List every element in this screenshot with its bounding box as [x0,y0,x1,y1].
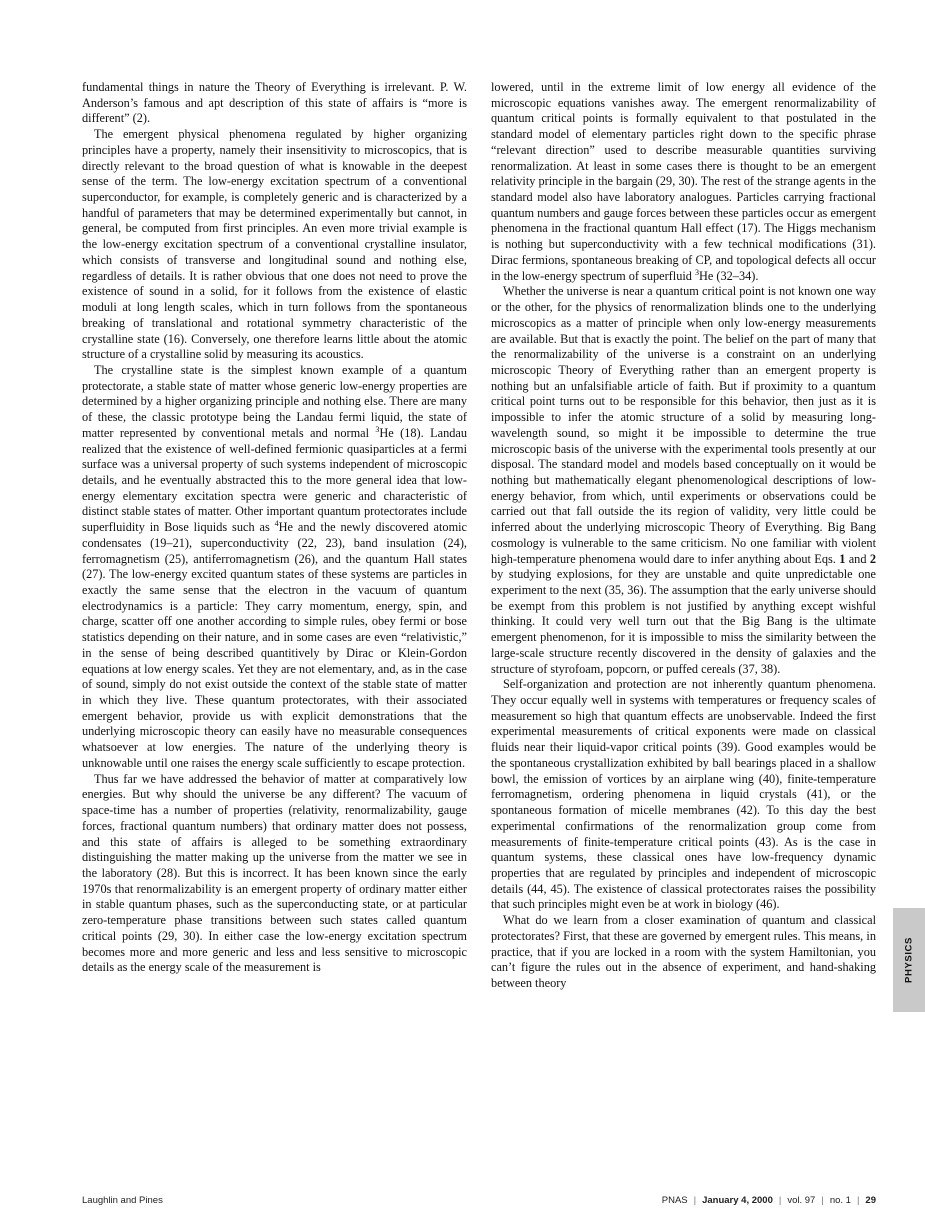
text-run: The crystalline state is the simplest known example of a quantum protectorate, a stable state of matter whose generic low-energy properties are determined by a higher organizing principle and nothing else. There are many of these, the classic prototype being the Landau fermi liquid, the state of matter represented by conventional metals and normal [82,362,467,440]
footer-date: January 4, 2000 [702,1195,773,1206]
paragraph [491,913,876,992]
text-run: He and the newly discovered atomic condensates (19–21), superconductivity (22, 23), band insulation (24), ferromagnetism (25), antiferromagnetism (26), and the quantum Hall states (27). The low-energy excited quantum states of these systems are particles in exactly the same sense that the electron in the vacuum of quantum electrodynamics is a particle: They carry momentum, energy, spin, and charge, scatter off one another according to simple rules, obey fermi or bose statistics depending on their nature, and in some cases are even “relativistic,” in the sense of being described quantitively by Dirac or Klein-Gordon equations at low energy scales. Yet they are not elementary, and, as in the case of sound, simply do not exist outside the context of the stable state of matter in which they live. These quantum protectorates, with their associated emergent behavior, provide us with explicit demonstrations that the underlying microscopic theory can easily have no measurable consequences whatsoever at low energies. The nature of the underlying theory is unknowable until one raises the energy scale sufficiently to escape protection. [82,520,468,770]
superscript: 4 [274,519,279,529]
left-text-column [82,80,467,976]
text-run: He (32–34). [699,268,759,283]
paragraph [82,772,467,976]
text-run: Thus far we have addressed the behavior of matter at comparatively low energies. But why should the universe be any different? The vacuum of space-time has a number of properties (relativity, renormalizability, gauge forces, fractional quantum numbers) that ordinary matter does not possess, and this state of affairs is alleged to be something extraordinary distinguishing the matter making up the universe from the matter we see in the laboratory (28). But this is incorrect. It has been known since the early 1970s that renormalizability is an emergent property of ordinary matter either in stable quantum phases, such as the superconducting state, or at particular zero-temperature phase transitions between such states called quantum critical points (29, 30). In either case the low-energy excitation spectrum becomes more and more generic and less and less sensitive to microscopic details as the energy scale of the measurement is [82,771,467,975]
text-run: The emergent physical phenomena regulated by higher organizing principles have a property, namely their insensitivity to microscopics, that is directly relevant to the broad question of what is knowable in the deepest sense of the term. The low-energy excitation spectrum of a conventional superconductor, for example, is completely generic and is characterized by a handful of parameters that may be determined experimentally but cannot, in general, be computed from first principles. An even more trivial example is the low-energy excitation spectrum of a conventional crystalline insulator, which consists of transverse and longitudinal sound and nothing else, regardless of details. It is rather obvious that one does not need to prove the existence of sound in a solid, for it follows from the existence of elastic moduli at long length scales, which in turn follows from the spontaneous breaking of translational and rotational symmetry characteristic of the crystalline state (16). Conversely, one therefore learns little about the atomic structure of a crystalline solid by measuring its acoustics. [82,127,467,362]
paragraph [491,80,876,284]
paragraph [491,284,876,677]
text-run: Whether the universe is near a quantum critical point is not known one way or the other, for the physics of renormalization blinds one to the underlying microscopics as a matter of principle when only low-energy measurements are available. But that is exactly the point. The belief on the part of many that the renormalizability of the universe is a constraint on an underlying microscopic Theory of Everything rather than an emergent property is nothing but an unfalsifiable article of faith. But if proximity to a quantum critical point turns out to be responsible for this behavior, then just as it is impossible to infer the atomic structure of a solid by measuring long-wavelength sound, so might it be impossible to determine the true microscopic basis of the universe with the experimental tools presently at our disposal. The standard model and models based conceptually on it would be nothing but mathematically elegant phenomenological descriptions of low-energy behavior, from which, until experiments or observations could be carried out that fall outside the its region of validity, very little could be inferred about the underlying microscopic Theory of Everything. Big Bang cosmology is vulnerable to the same criticism. No one familiar with violent high-temperature phenomena would dare to infer anything about Eqs. [491,284,876,566]
footer-page-number: 29 [865,1195,876,1206]
equation-ref: 2 [869,551,877,566]
footer-authors: Laughlin and Pines [82,1195,163,1206]
equation-ref: 1 [839,551,846,566]
text-run: and [845,551,870,566]
section-tab-label: PHYSICS [903,937,915,983]
text-run: Self-organization and protection are not inherently quantum phenomena. They occur equally well in systems with temperatures or frequency scales of measurement so high that quantum effects are unobservable. Indeed the first experimental measurements of critical exponents were made on classical fluids near their liquid-vapor critical points (39). Good examples would be the spontaneous crystallization exhibited by ball bearings placed in a shallow bowl, the emission of vortices by an airplane wing (40), finite-temperature ferromagnetism, ordering phenomena in liquid crystals (41), or the spontaneous formation of micelle membranes (42). To this day the best experimental confirmations of the renormalization group come from measurements of finite-temperature critical points (43). As is the case in quantum systems, these classical ones have low-frequency dynamic properties that are regulated by principles and independent of microscopic details (44, 45). The existence of classical protectorates raises the possibility that such principles might even be at work in biology (46). [491,677,876,912]
text-run: He (18). Landau realized that the existence of well-defined fermionic quasiparticles at a fermi surface was a universal property of such systems independent of microscopic details, and he eventually abstracted this to the more general idea that low-energy elementary excitation spectra were generic and characteristic of distinct stable states of matter. Other important quantum protectorates include superfluidity in Bose liquids such as [82,425,468,535]
text-run: lowered, until in the extreme limit of low energy all evidence of the microscopic equations vanishes away. The emergent renormalizability of quantum critical points is formally equivalent to that postulated in the standard model of elementary particles right down to the specific phrase “relevant direction” used to describe measurable quantities surviving renormalization. At least in some cases there is thought to be an emergent relativity principle in the bargain (29, 30). The rest of the strange agents in the standard model also have laboratory analogues. Particles carrying fractional quantum numbers and gauge forces between these particles occur as emergent phenomena in the fractional quantum Hall effect (17). The Higgs mechanism is nothing but superconductivity with a few technical modifications (31). Dirac fermions, spontaneous breaking of CP, and topological defects all occur in the low-energy spectrum of superfluid [491,80,876,283]
superscript: 3 [375,424,380,434]
right-text-column [491,80,876,992]
paragraph [82,363,467,772]
footer-issue: no. 1 [829,1195,851,1206]
footer-citation: PNAS | January 4, 2000 | vol. 97 | no. 1 | 29 [661,1195,876,1206]
section-tab [893,908,925,1012]
superscript: 3 [695,267,699,277]
footer-journal: PNAS [661,1195,688,1206]
text-run: What do we learn from a closer examination of quantum and classical protectorates? First, that these are governed by emergent rules. This means, in practice, that if you are locked in a room with the system Hamiltonian, you can’t figure the rules out in the absence of experiment, and hand-shaking between theory [491,913,876,990]
text-run: by studying explosions, for they are unstable and quite unpredictable one experiment to the next (35, 36). The assumption that the early universe should be exempt from this problem is not justified by anything except wishful thinking. It could very well turn out that the Big Bang is the ultimate emergent phenomenon, for it is impossible to miss the similarity between the large-scale structure recently discovered in the density of galaxies and the structure of styrofoam, popcorn, or puffed cereals (37, 38). [491,567,876,676]
paragraph [491,677,876,913]
text-run: fundamental things in nature the Theory of Everything is irrelevant. P. W. Anderson’s famous and apt description of this state of affairs is “more is different” (2). [82,80,467,126]
paragraph [82,127,467,363]
paragraph [82,80,467,127]
footer-volume: vol. 97 [787,1195,816,1206]
